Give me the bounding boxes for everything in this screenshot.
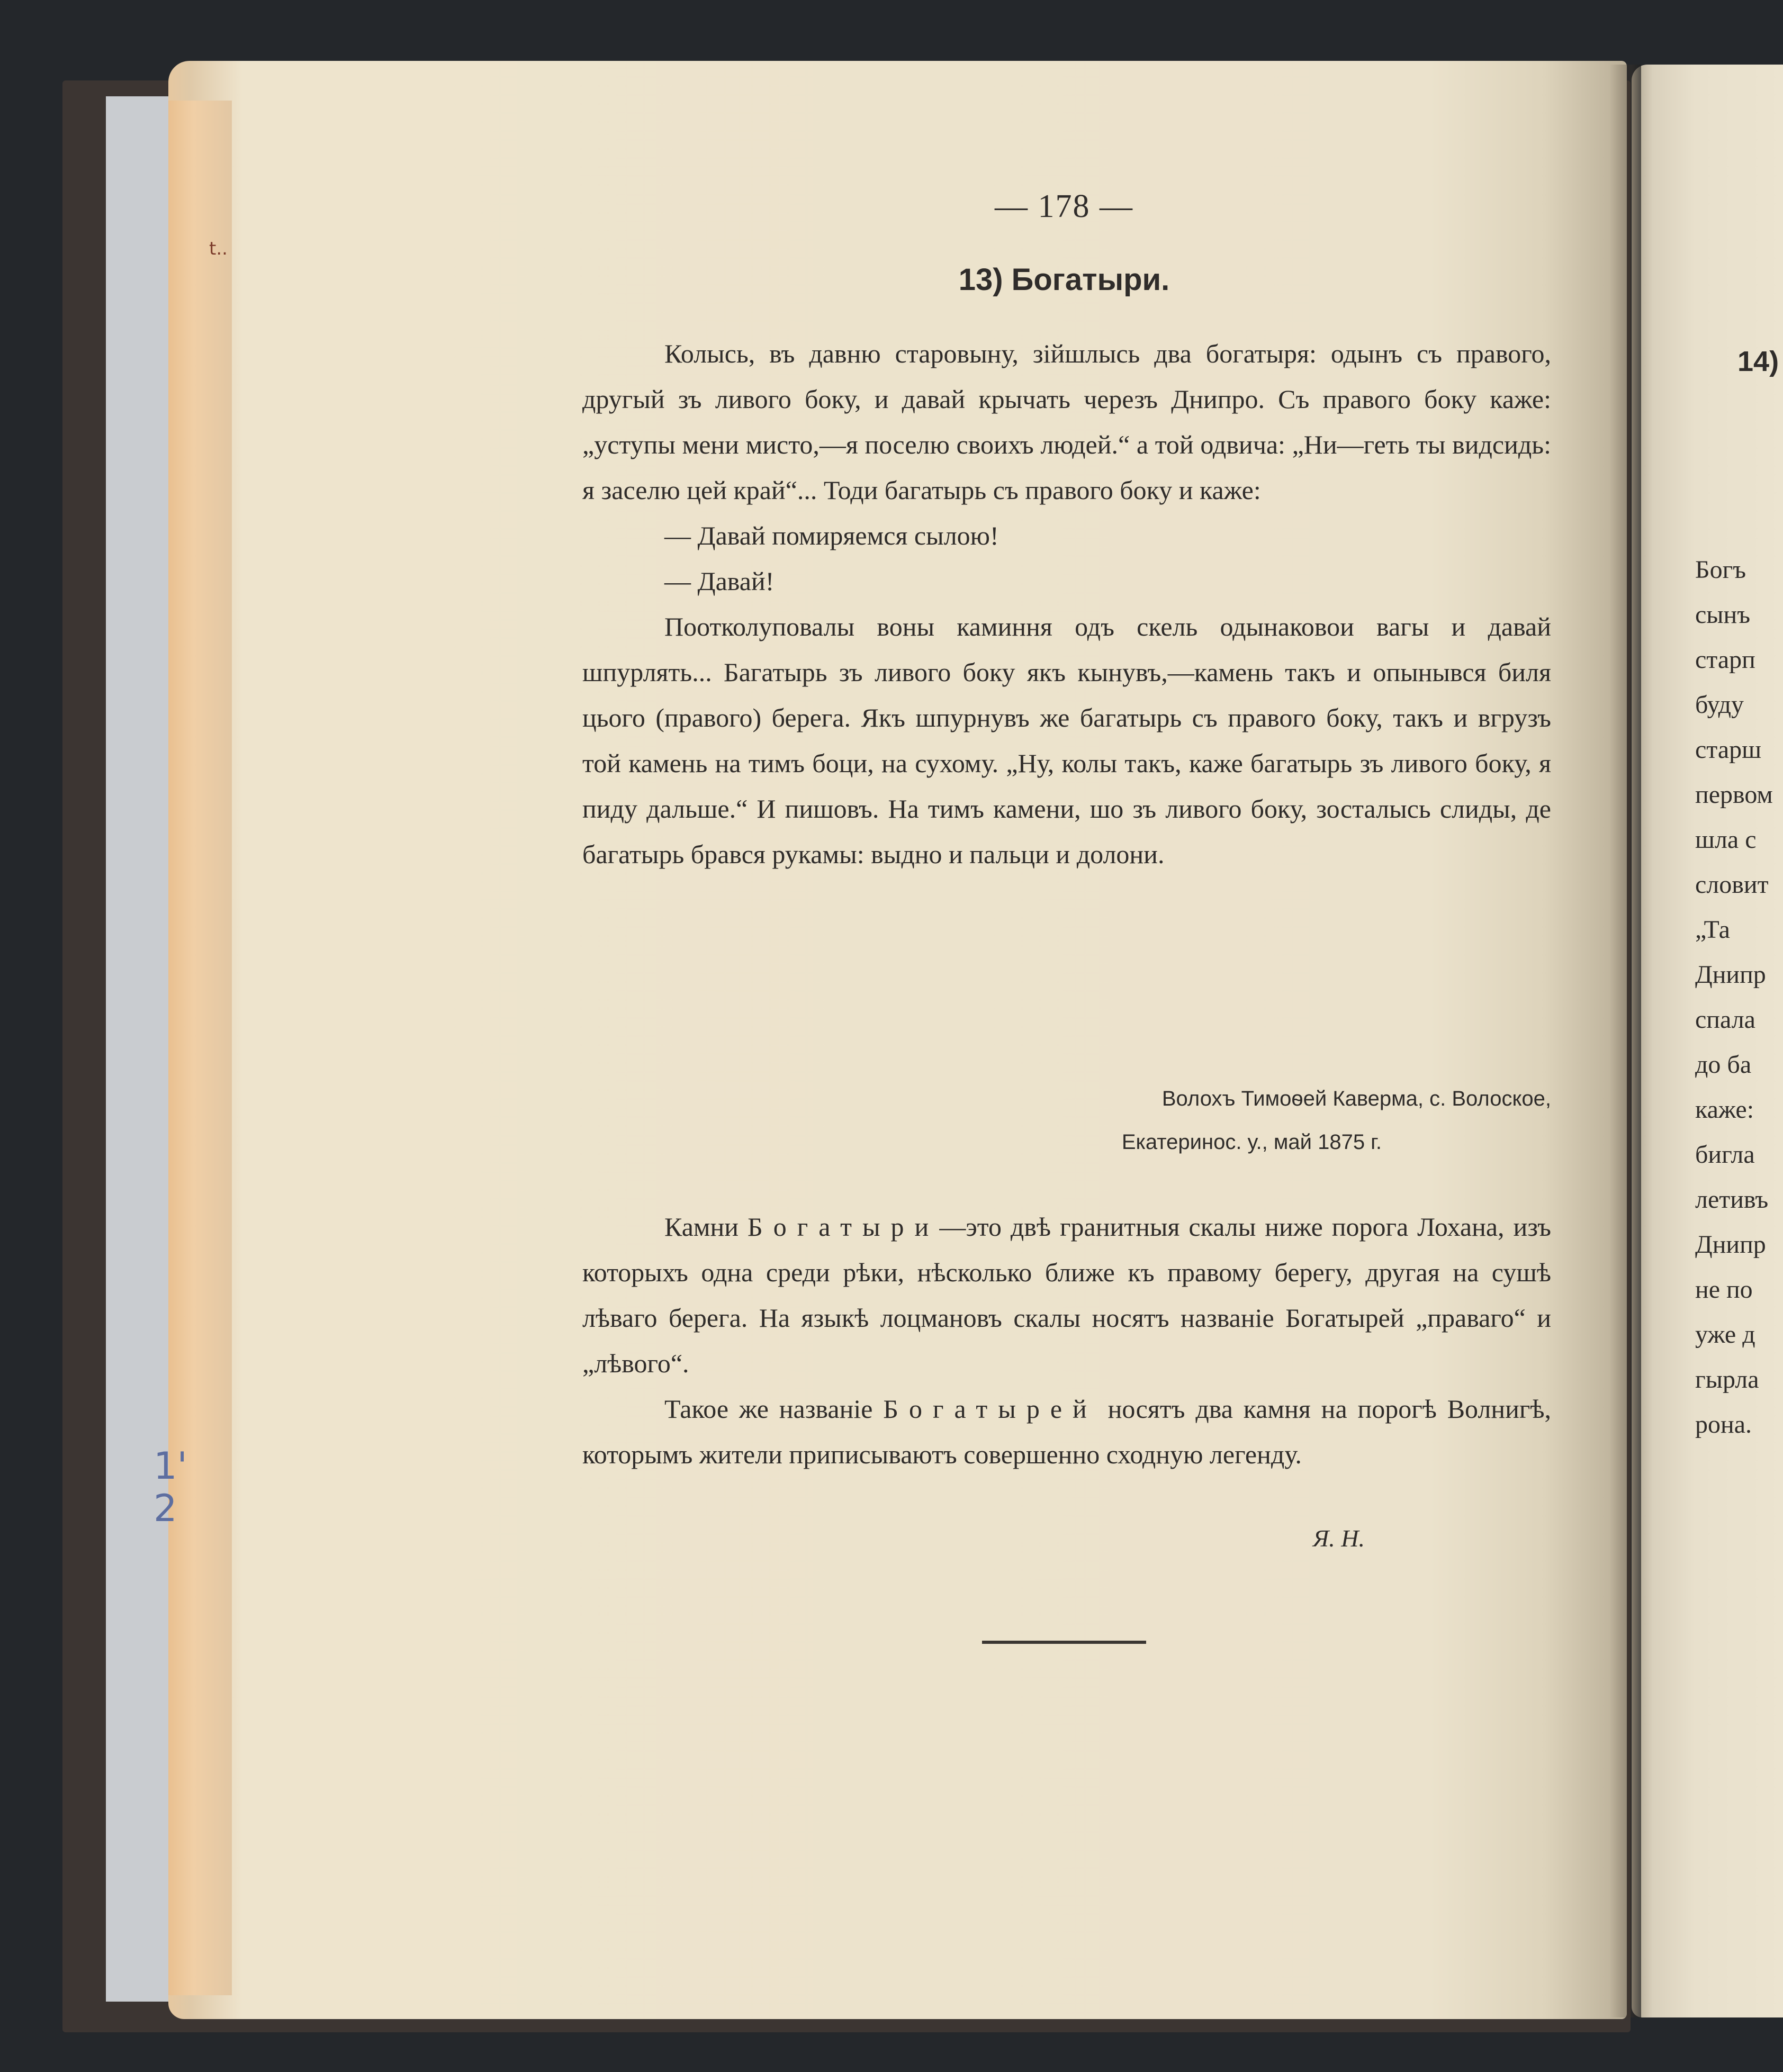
book-gutter xyxy=(1609,65,1641,2017)
right-page-line: „Та xyxy=(1695,916,1730,944)
right-page-line: старп xyxy=(1695,646,1755,674)
right-page-line: шла с xyxy=(1695,826,1757,854)
editor-note xyxy=(582,1204,1551,1477)
right-page-line: гырла xyxy=(1695,1365,1759,1394)
dialog-line-2: — Давай! xyxy=(664,566,775,596)
right-page-line: первом xyxy=(1695,781,1773,809)
note-spaced-term: Богатырей xyxy=(883,1394,1097,1424)
right-page-line: старш xyxy=(1695,736,1762,764)
note-text: носятъ два камня на порогѣ Волнигѣ, которымъ жители приписываютъ совершенно сходную легенду. xyxy=(582,1394,1552,1469)
note-initials: Я. Н. xyxy=(1313,1525,1365,1552)
source-line-1: Волохъ Тимоѳей Каверма, с. Волоское, xyxy=(1161,1087,1551,1110)
right-page-line: спала xyxy=(1695,1006,1755,1034)
story-paragraph-2: Поотколуповалы воны каминня одъ скель одынаковои вагы и давай шпурлять... Багатырь зъ ливого боку якъ кынувъ,—камень такъ и опынывся биля цього (правого) берега. Якъ шпурнувъ же багатырь съ правого боку, такъ и вгрузъ той камень на тимъ боци, на сухому. „Ну, колы такъ, каже багатырь зъ ливого боку, я пиду дальше.“ И пишовъ. На тимъ камени, шо зъ ливого боку, зосталысь слиды, де багатырь брався рукамы: выдно и пальци и долони. xyxy=(582,612,1551,869)
right-page-line: Богъ xyxy=(1695,556,1746,584)
right-page-line: Днипр xyxy=(1695,1230,1766,1259)
right-page-line: не по xyxy=(1695,1275,1753,1304)
note-text: Камни xyxy=(664,1212,748,1242)
dialog-line-1: — Давай помиряемся сылою! xyxy=(664,521,999,550)
right-page-line: буду xyxy=(1695,691,1744,719)
right-page-line: рона. xyxy=(1695,1410,1752,1438)
right-page-line: до ба xyxy=(1695,1051,1752,1079)
story-text xyxy=(582,331,1551,877)
cover-inner-strip xyxy=(106,96,175,2002)
page-number: — 178 — xyxy=(995,188,1133,224)
section-title: 13) Богатыри. xyxy=(958,263,1170,297)
note-paragraph-1 xyxy=(582,1204,1551,1386)
right-page-line: уже д xyxy=(1695,1320,1755,1349)
margin-pencil-note: 1' 2 xyxy=(154,1444,187,1530)
margin-mark-top: t.. xyxy=(209,238,228,259)
story-paragraph-1: Колысь, въ давню старовыну, зійшлысь два богатыря: одынъ съ правого, другый зъ ливого боку, и давай крычать черезъ Днипро. Съ правого боку каже: „уступы мени мисто,—я поселю своихъ людей.“ а той одвича: „Ни—геть ты видсидь: я заселю цей край“... Тоди багатырь съ правого боку и каже: xyxy=(582,339,1551,505)
note-text: —это двѣ гранитныя скалы ниже порога Лохана, изъ которыхъ одна среди рѣки, нѣсколько ближе къ правому берегу, другая на сушѣ лѣваго берега. На языкѣ лоцмановъ скалы носятъ названіе Богатырей „праваго“ и „лѣвого“. xyxy=(582,1212,1551,1378)
right-page-line: каже: xyxy=(1695,1096,1754,1124)
right-page xyxy=(1632,65,1783,2017)
right-page-line: словит xyxy=(1695,871,1769,899)
note-paragraph-2 xyxy=(582,1386,1551,1477)
right-page-title-fragment: 14) xyxy=(1737,346,1779,377)
right-page-line: сынъ xyxy=(1695,601,1751,629)
right-page-line: бигла xyxy=(1695,1141,1755,1169)
page-edge xyxy=(168,101,232,1995)
source-line-2: Екатеринос. у., май 1875 г. xyxy=(1121,1130,1382,1154)
source-attribution xyxy=(582,1077,1551,1164)
right-page-line: Днипр xyxy=(1695,961,1766,989)
note-spaced-term: Богатыри xyxy=(747,1212,940,1242)
note-text: Такое же названіе xyxy=(664,1394,884,1424)
end-rule xyxy=(982,1641,1146,1644)
right-page-line: летивъ xyxy=(1695,1186,1769,1214)
right-page-line-starts xyxy=(1695,547,1773,1447)
